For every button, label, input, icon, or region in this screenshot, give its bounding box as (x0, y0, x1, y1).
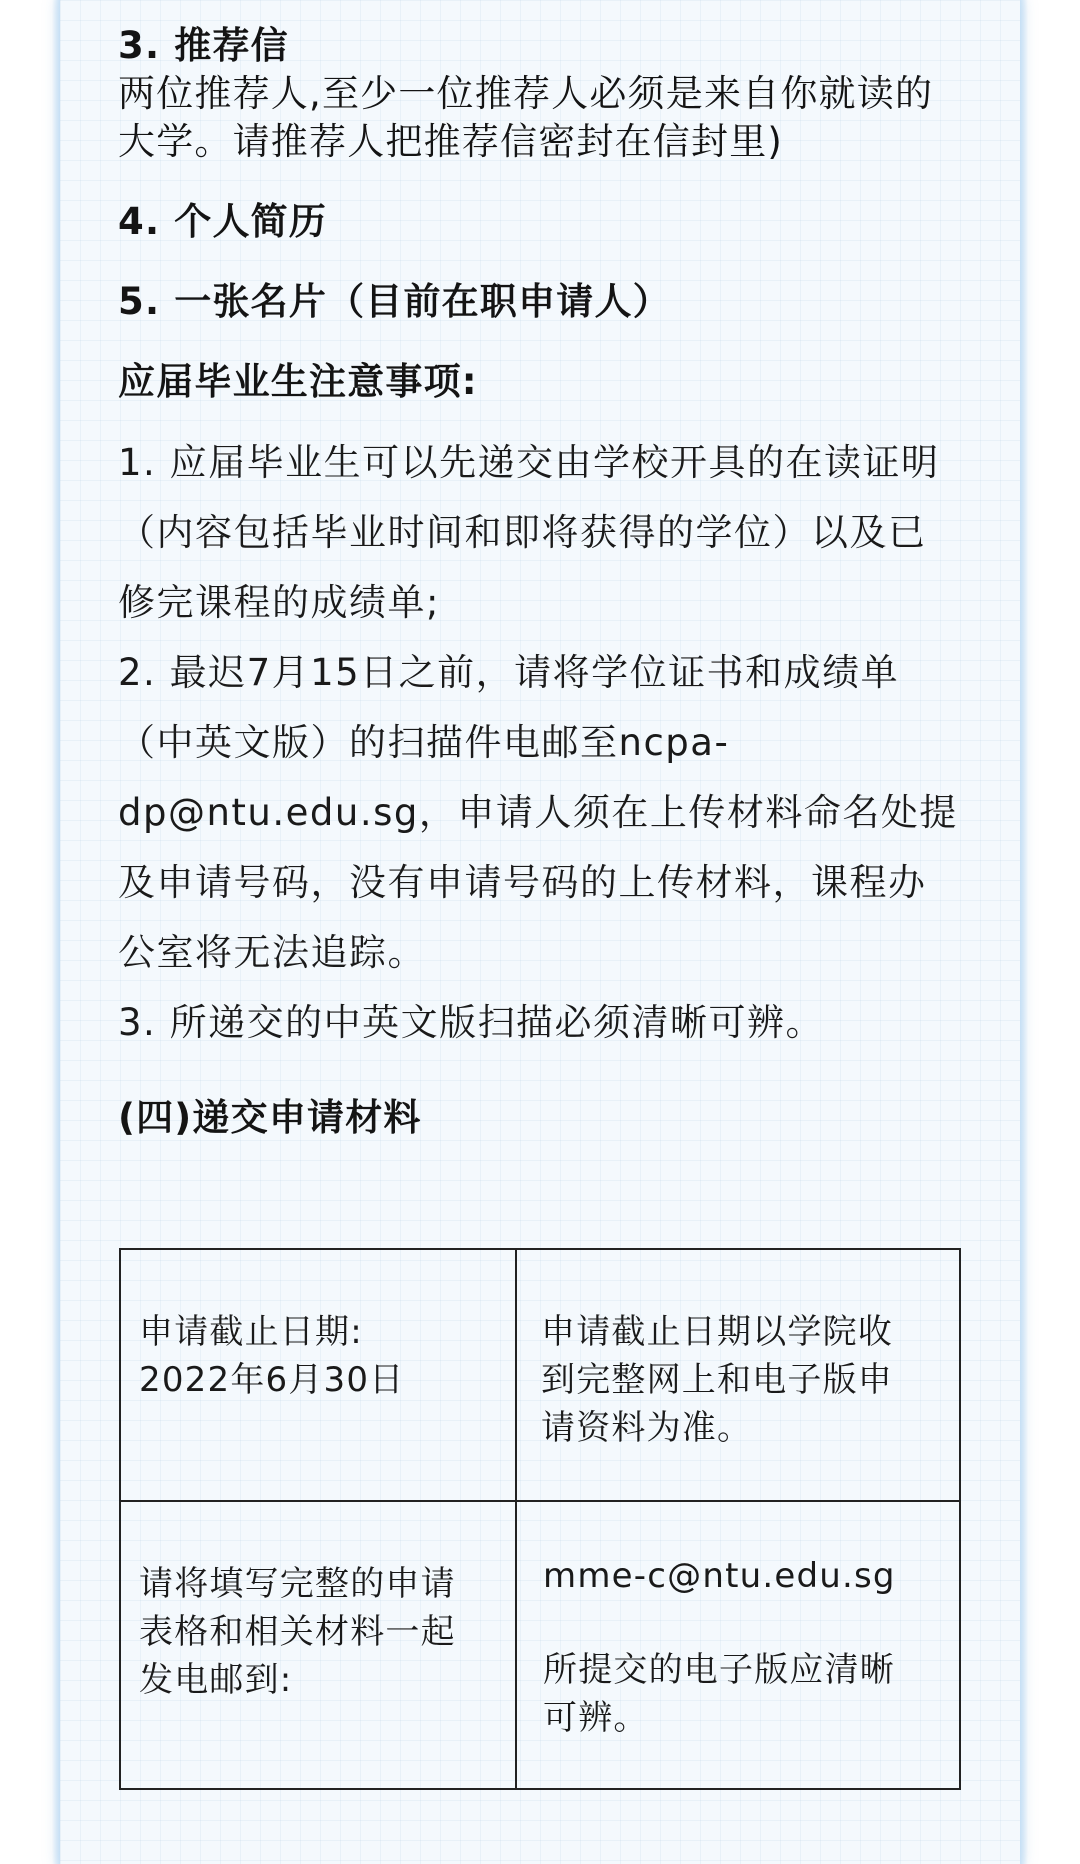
graduate-note-line-6: dp@ntu.edu.sg，申请人须在上传材料命名处提 (118, 791, 958, 834)
graduate-note-line-4: 2. 最迟7月15日之前，请将学位证书和成绩单 (118, 651, 900, 694)
graduate-note-line-9: 3. 所递交的中英文版扫描必须清晰可辨。 (118, 1001, 825, 1044)
table-cell-email-info (543, 1552, 896, 1742)
deadline-label-line-2: 2022年6月30日 (139, 1360, 405, 1400)
email-instruction-line-3: 发电邮到: (139, 1660, 293, 1700)
graduate-note-line-1: 1. 应届毕业生可以先递交由学校开具的在读证明 (118, 441, 940, 484)
resume-heading: 4. 个人简历 (118, 200, 328, 243)
graduate-note-line-3: 修完课程的成绩单; (118, 581, 440, 624)
recommendation-heading: 3. 推荐信 (118, 24, 289, 67)
table-row-divider (121, 1500, 959, 1502)
graduate-note-line-7: 及申请号码，没有申请号码的上传材料，课程办 (118, 861, 927, 904)
spacer (118, 1058, 968, 1094)
email-note-line-2: 可辨。 (543, 1698, 649, 1738)
recommendation-line-1: 两位推荐人,至少一位推荐人必须是来自你就读的 (118, 72, 934, 115)
deadline-label-line-1: 申请截止日期: (139, 1312, 363, 1352)
table-cell-deadline-label (139, 1308, 404, 1404)
spacer (118, 166, 968, 198)
graduate-note-line-5: （中英文版）的扫描件电邮至ncpa- (118, 721, 730, 764)
section-resume (118, 198, 968, 246)
email-instruction-line-1: 请将填写完整的申请 (139, 1564, 456, 1604)
graduate-notes-heading: 应届毕业生注意事项: (118, 360, 478, 403)
table-column-divider (515, 1250, 517, 1788)
email-note-line-1: 所提交的电子版应清晰 (543, 1650, 895, 1690)
recommendation-line-2: 大学。请推荐人把推荐信密封在信封里) (118, 120, 784, 163)
section-recommendation (118, 22, 968, 166)
submission-heading: (四)递交申请材料 (118, 1096, 422, 1139)
section-graduate-notes (118, 358, 968, 1058)
email-instruction-line-2: 表格和相关材料一起 (139, 1612, 456, 1652)
section-submission (118, 1094, 968, 1142)
graduate-note-line-2: （内容包括毕业时间和即将获得的学位）以及已 (118, 511, 927, 554)
deadline-note-line-1: 申请截止日期以学院收 (541, 1312, 893, 1352)
spacer (118, 326, 968, 358)
submission-table (119, 1248, 961, 1790)
submission-email: mme-c@ntu.edu.sg (543, 1556, 896, 1596)
graduate-note-line-8: 公室将无法追踪。 (118, 931, 426, 974)
table-cell-email-instruction (139, 1560, 456, 1704)
section-business-card (118, 278, 968, 326)
spacer (543, 1600, 896, 1646)
spacer (118, 246, 968, 278)
deadline-note-line-2: 到完整网上和电子版申 (541, 1360, 893, 1400)
document-content (118, 22, 968, 1142)
spacer (118, 406, 968, 428)
table-cell-deadline-note (541, 1308, 893, 1452)
deadline-note-line-3: 请资料为准。 (541, 1408, 753, 1448)
business-card-heading: 5. 一张名片（目前在职申请人） (118, 280, 671, 323)
